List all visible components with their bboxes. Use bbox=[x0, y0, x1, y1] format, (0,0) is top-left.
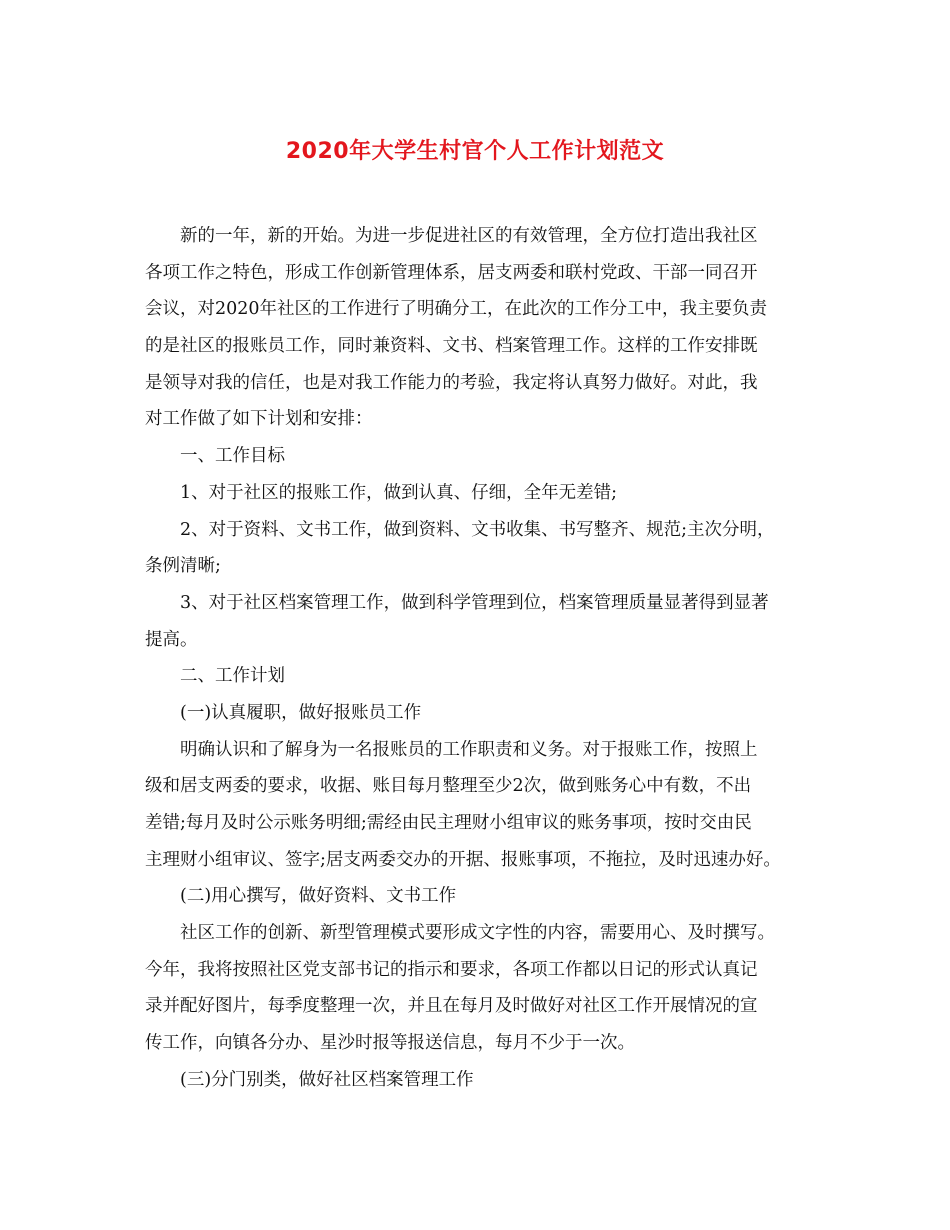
text-line: (三)分门别类，做好社区档案管理工作 bbox=[180, 1069, 474, 1090]
text-line: 差错;每月及时公示账务明细;需经由民主理财小组审议的账务事项，按时交由民 bbox=[145, 813, 752, 833]
text-line: 2、对于资料、文书工作，做到资料、文书收集、书写整齐、规范;主次分明， bbox=[180, 519, 775, 540]
text-line: (一)认真履职，做好报账员工作 bbox=[180, 702, 422, 723]
text-line: 新的一年，新的开始。为进一步促进社区的有效管理，全方位打造出我社区 bbox=[180, 226, 758, 246]
text-line: 一、工作目标 bbox=[180, 446, 285, 467]
text-line: 主理财小组审议、签字;居支两委交办的开据、报账事项，不拖拉，及时迅速办好。 bbox=[145, 849, 781, 870]
text-line: 二、工作计划 bbox=[180, 666, 285, 687]
text-line: 对工作做了如下计划和安排： bbox=[145, 409, 373, 430]
text-line: 级和居支两委的要求，收据、账目每月整理至少2次，做到账务心中有数，不出 bbox=[145, 776, 752, 797]
document-title: 2020年大学生村官个人工作计划范文 bbox=[285, 139, 665, 164]
text-line: 传工作，向镇各分办、星沙时报等报送信息，每月不少于一次。 bbox=[145, 1033, 635, 1054]
document-body bbox=[145, 218, 815, 1099]
text-line: 是领导对我的信任，也是对我工作能力的考验，我定将认真努力做好。对此，我 bbox=[145, 372, 758, 393]
text-line: 录并配好图片，每季度整理一次，并且在每月及时做好对社区工作开展情况的宣 bbox=[145, 996, 758, 1017]
text-line: 条例清晰; bbox=[145, 556, 221, 577]
text-line: 今年，我将按照社区党支部书记的指示和要求，各项工作都以日记的形式认真记 bbox=[145, 959, 758, 980]
text-line: 1、对于社区的报账工作，做到认真、仔细，全年无差错; bbox=[180, 482, 618, 503]
text-line: 明确认识和了解身为一名报账员的工作职责和义务。对于报账工作，按照上 bbox=[180, 739, 758, 760]
text-line: 社区工作的创新、新型管理模式要形成文字性的内容，需要用心、及时撰写。 bbox=[180, 923, 775, 944]
text-line: 会议，对2020年社区的工作进行了明确分工，在此次的工作分工中，我主要负责 bbox=[145, 299, 768, 320]
text-line: 的是社区的报账员工作，同时兼资料、文书、档案管理工作。这样的工作安排既 bbox=[145, 336, 758, 357]
text-line: 各项工作之特色，形成工作创新管理体系，居支两委和联村党政、干部一同召开 bbox=[145, 262, 758, 283]
text-line: 提高。 bbox=[145, 629, 198, 650]
text-line: (二)用心撰写，做好资料、文书工作 bbox=[180, 886, 457, 907]
text-line: 3、对于社区档案管理工作，做到科学管理到位，档案管理质量显著得到显著 bbox=[180, 592, 769, 613]
